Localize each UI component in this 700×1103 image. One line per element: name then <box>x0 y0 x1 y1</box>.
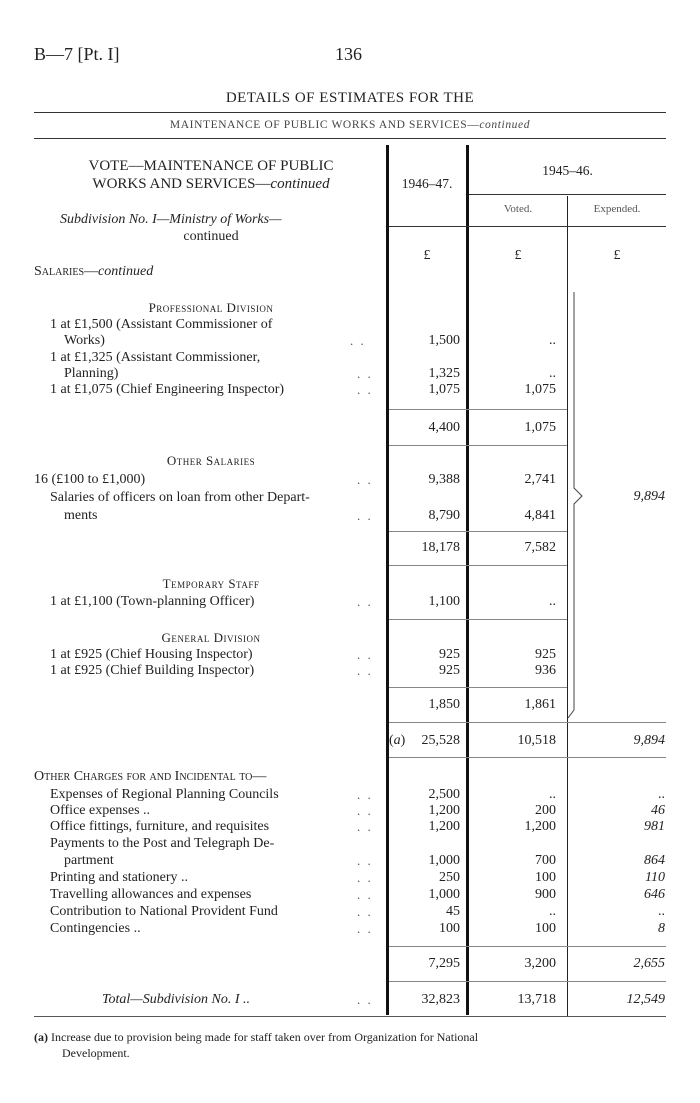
professional-total-1946: 4,400 <box>428 420 460 435</box>
charges-row-7-expended: .. <box>658 904 665 919</box>
leader-dots: . . <box>357 853 373 868</box>
charges-row-4-cont: partment <box>64 853 114 868</box>
leader-dots: . . <box>357 904 373 919</box>
other-salaries-subtotal-rule <box>389 531 567 532</box>
charges-total-voted: 3,200 <box>524 956 556 971</box>
charges-row-2-1946: 1,200 <box>428 803 460 818</box>
leader-dots: . . <box>357 382 373 397</box>
bottom-rule <box>34 1016 666 1017</box>
grand-total-label: Total—Subdivision No. I .. <box>102 992 251 1007</box>
professional-row-1-voted: .. <box>549 333 556 348</box>
professional-row-3-label: 1 at £1,075 (Chief Engineering Inspector) <box>50 382 285 397</box>
leader-dots: . . <box>357 992 373 1007</box>
charges-row-2-expended: 46 <box>651 803 665 818</box>
temporary-row-1-label: 1 at £1,100 (Town-planning Officer) <box>50 594 255 609</box>
salaries-brace <box>568 290 598 720</box>
salaries-total-expended: 9,894 <box>633 733 665 748</box>
column-header-1946: 1946–47. <box>401 176 453 191</box>
temporary-row-1-voted: .. <box>549 594 556 609</box>
subdivision-heading: Subdivision No. I—Ministry of Works— <box>60 212 282 227</box>
professional-row-3-1946: 1,075 <box>428 382 460 397</box>
subdivision-continued: continued <box>183 229 239 244</box>
charges-row-7-1946: 45 <box>446 904 460 919</box>
charges-row-6-expended: 646 <box>644 887 665 902</box>
charges-row-8-1946: 100 <box>439 921 460 936</box>
temporary-row-1-1946: 1,100 <box>428 594 460 609</box>
other-salaries-total-1946: 18,178 <box>421 540 460 555</box>
currency-expended: £ <box>613 248 621 263</box>
general-row-2-1946: 925 <box>439 663 460 678</box>
charges-row-5-label: Printing and stationery .. <box>50 870 189 885</box>
salaries-total-note: (a) <box>389 733 406 748</box>
charges-row-7-label: Contribution to National Provident Fund <box>50 904 278 919</box>
charges-row-1-voted: .. <box>549 787 556 802</box>
title-rule <box>34 112 666 113</box>
professional-row-1-cont: Works) <box>64 333 105 348</box>
temporary-staff-heading: Temporary Staff <box>162 576 260 591</box>
charges-row-8-expended: 8 <box>658 921 665 936</box>
professional-row-2-label: 1 at £1,325 (Assistant Commissioner, <box>50 350 261 365</box>
charges-row-2-label: Office expenses .. <box>50 803 151 818</box>
professional-row-3-voted: 1,075 <box>524 382 556 397</box>
professional-row-2-cont: Planning) <box>64 366 119 381</box>
charges-row-1-expended: .. <box>658 787 665 802</box>
professional-total-voted: 1,075 <box>524 420 556 435</box>
charges-row-8-label: Contingencies .. <box>50 921 141 936</box>
leader-dots: . . <box>357 787 373 802</box>
leader-dots: . . <box>357 472 373 487</box>
header-bottom-rule <box>389 226 666 227</box>
charges-row-6-label: Travelling allowances and expenses <box>50 887 252 902</box>
charges-row-4-voted: 700 <box>535 853 556 868</box>
other-charges-heading: Other Charges for and Incidental to— <box>34 769 267 784</box>
general-row-1-label: 1 at £925 (Chief Housing Inspector) <box>50 647 253 662</box>
grand-total-voted: 13,718 <box>517 992 556 1007</box>
general-total-voted: 1,861 <box>524 697 556 712</box>
salaries-total-voted: 10,518 <box>517 733 556 748</box>
currency-1946: £ <box>423 248 431 263</box>
page-subtitle: MAINTENANCE OF PUBLIC WORKS AND SERVICES—continued <box>169 119 531 131</box>
charges-row-6-1946: 1,000 <box>428 887 460 902</box>
general-row-2-voted: 936 <box>535 663 556 678</box>
column-header-1945: 1945–46. <box>542 163 593 178</box>
charges-total-expended: 2,655 <box>633 956 665 971</box>
column-group-rule <box>469 194 666 195</box>
charges-row-4-label: Payments to the Post and Telegraph De- <box>50 836 275 851</box>
currency-voted: £ <box>514 248 522 263</box>
charges-total-1946: 7,295 <box>428 956 460 971</box>
leader-dots: . . <box>357 803 373 818</box>
charges-row-2-voted: 200 <box>535 803 556 818</box>
leader-dots: . . <box>357 508 373 523</box>
other-salaries-row-1-voted: 2,741 <box>524 472 556 487</box>
charges-row-3-label: Office fittings, furniture, and requisites <box>50 819 270 834</box>
general-division-heading: General Division <box>161 630 261 645</box>
charges-row-5-expended: 110 <box>645 870 665 885</box>
charges-subtotal-rule <box>389 946 666 947</box>
professional-total-rule <box>389 445 567 446</box>
other-salaries-total-voted: 7,582 <box>524 540 556 555</box>
charges-row-3-expended: 981 <box>644 819 665 834</box>
leader-dots: . . <box>350 333 366 348</box>
other-salaries-row-2-cont: ments <box>64 508 98 523</box>
column-header-expended: Expended. <box>593 203 641 215</box>
charges-row-6-voted: 900 <box>535 887 556 902</box>
general-row-1-voted: 925 <box>535 647 556 662</box>
leader-dots: . . <box>357 819 373 834</box>
leader-dots: . . <box>357 663 373 678</box>
charges-row-4-1946: 1,000 <box>428 853 460 868</box>
salaries-total-rule <box>389 757 666 758</box>
other-salaries-row-2-voted: 4,841 <box>524 508 556 523</box>
professional-row-1-1946: 1,500 <box>428 333 460 348</box>
general-subtotal-rule <box>389 687 567 688</box>
professional-division-heading: Professional Division <box>148 300 274 315</box>
charges-row-5-1946: 250 <box>439 870 460 885</box>
leader-dots: . . <box>357 366 373 381</box>
general-total-1946: 1,850 <box>428 697 460 712</box>
salaries-expended-bracket: 9,894 <box>633 489 665 504</box>
column-header-voted: Voted. <box>503 203 533 215</box>
page-number: 136 <box>335 44 362 64</box>
general-total-rule <box>389 722 666 723</box>
professional-row-2-voted: .. <box>549 366 556 381</box>
footnote-cont: Development. <box>62 1046 130 1060</box>
charges-row-1-1946: 2,500 <box>428 787 460 802</box>
charges-row-5-voted: 100 <box>535 870 556 885</box>
vote-title-line2: WORKS AND SERVICES—continued <box>92 176 330 192</box>
charges-row-8-voted: 100 <box>535 921 556 936</box>
page-reference: B—7 [Pt. I] <box>34 44 120 64</box>
leader-dots: . . <box>357 921 373 936</box>
other-salaries-row-1-1946: 9,388 <box>428 472 460 487</box>
temporary-rule <box>389 619 567 620</box>
page-title: DETAILS OF ESTIMATES FOR THE <box>225 90 475 106</box>
grand-total-1946: 32,823 <box>421 992 460 1007</box>
leader-dots: . . <box>357 594 373 609</box>
leader-dots: . . <box>357 647 373 662</box>
other-salaries-total-rule <box>389 565 567 566</box>
charges-row-1-label: Expenses of Regional Planning Councils <box>50 787 279 802</box>
leader-dots: . . <box>357 870 373 885</box>
professional-row-1-label: 1 at £1,500 (Assistant Commissioner of <box>50 317 273 332</box>
charges-row-4-expended: 864 <box>644 853 665 868</box>
salaries-heading: Salaries—continued <box>34 264 154 279</box>
professional-row-2-1946: 1,325 <box>428 366 460 381</box>
footnote: (a) Increase due to provision being made for staff taken over from Organization for National <box>34 1030 479 1044</box>
other-salaries-row-2-label: Salaries of officers on loan from other Depart- <box>50 490 310 505</box>
leader-dots: . . <box>357 887 373 902</box>
vote-title-line1: VOTE—MAINTENANCE OF PUBLIC <box>88 158 334 174</box>
general-row-2-label: 1 at £925 (Chief Building Inspector) <box>50 663 255 678</box>
charges-total-rule <box>389 981 666 982</box>
professional-subtotal-rule <box>389 409 567 410</box>
general-row-1-1946: 925 <box>439 647 460 662</box>
column-rule-mid <box>466 145 469 1015</box>
salaries-total-1946: 25,528 <box>421 733 460 748</box>
other-salaries-row-1-label: 16 (£100 to £1,000) <box>34 472 146 487</box>
other-salaries-row-2-1946: 8,790 <box>428 508 460 523</box>
charges-row-7-voted: .. <box>549 904 556 919</box>
grand-total-expended: 12,549 <box>626 992 665 1007</box>
charges-row-3-1946: 1,200 <box>428 819 460 834</box>
charges-row-3-voted: 1,200 <box>524 819 556 834</box>
other-salaries-heading: Other Salaries <box>166 453 256 468</box>
subtitle-rule <box>34 138 666 139</box>
